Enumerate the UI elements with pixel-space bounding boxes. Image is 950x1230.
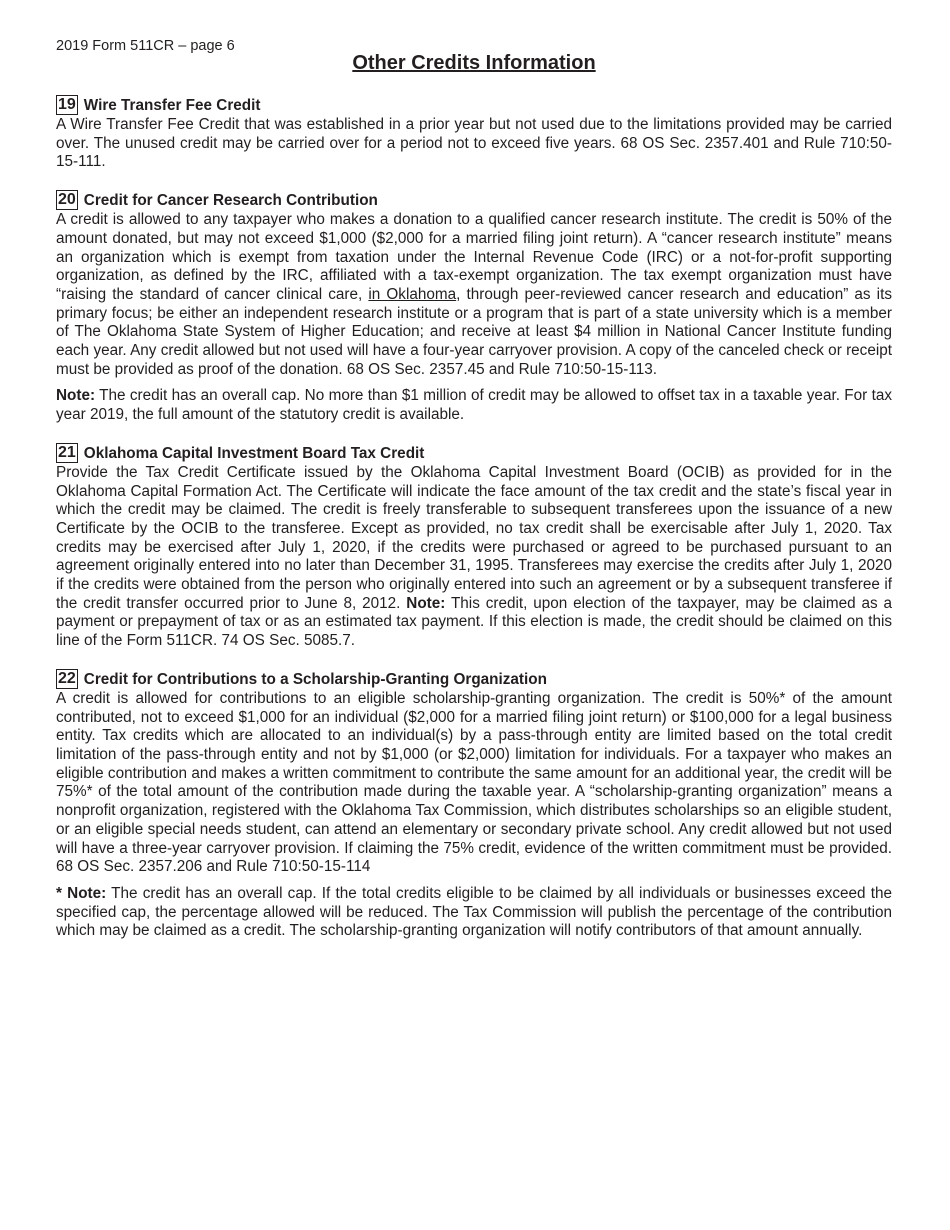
section-title: Credit for Cancer Research Contribution (83, 192, 378, 210)
section-heading (56, 667, 892, 689)
section-title: Wire Transfer Fee Credit (83, 97, 261, 114)
body-text: , through peer-reviewed cancer research and education” as its primary focus; be either an independent research institute or a program that is part of a state university which is a member of The Oklahoma State System of Higher Education; and receive at least $4 million in National Cancer Institute funding each year. Any credit allowed but not used will have a four-year carryover provision. A copy of the canceled check or receipt must be provided as proof of the donation. 68 OS Sec. 2357.45 and Rule 710:50-15-113. (56, 285, 892, 378)
line-number-box: 19 (58, 96, 76, 113)
section-body (56, 464, 892, 651)
section-body: A Wire Transfer Fee Credit that was established in a prior year but not used due to the limitations provided may be carried over. The unused credit may be carried over for a period not to exceed five years. 68 OS Sec. 2357.401 and Rule 710:50-15-111. (56, 116, 892, 171)
section-body: A credit is allowed for contributions to an eligible scholarship-granting organization. The credit is 50%* of the amount contributed, not to exceed $1,000 for an individual ($2,000 for a married filing joint return) or $100,000 for a legal business entity. Tax credits which are allocated to an individual(s) by a pass-through entity are limited based on the total credit limitation of the pass-through entity and not by $1,000 (or $2,000) limitation for individuals. For a taxpayer who makes an eligible contribution and makes a written commitment to contribute the same amount for an additional year, the credit will be 75%* of the total amount of the contribution made during the taxable year. A “scholarship-granting organization” means a nonprofit organization, registered with the Oklahoma Tax Commission, which distributes scholarships so an eligible student, or an eligible special needs student, can attend an elementary or secondary private school. Any credit allowed but not used will have a three-year carryover provision. If claiming the 75% credit, evidence of the written commitment must be provided. 68 OS Sec. 2357.206 and Rule 710:50-15-114 (56, 689, 892, 876)
section-wire-transfer-fee-credit (56, 93, 892, 172)
note-text: The credit has an overall cap. No more than $1 million of credit may be allowed to offset tax in a taxable year. For tax year 2019, the full amount of the statutory credit is available. (56, 387, 892, 424)
note-text: The credit has an overall cap. If the total credits eligible to be claimed by all individuals or businesses exceed the specified cap, the percentage allowed will be reduced. The Tax Commission will publish the percentage of the contribution which may be claimed as a credit. The scholarship-granting organization will notify contributors of that amount annually. (56, 884, 892, 940)
body-text: Provide the Tax Credit Certificate issued by the Oklahoma Capital Investment Board (OCIB) as provided for in the Oklahoma Capital Formation Act. The Certificate will indicate the face amount of the tax credit and the state’s fiscal year in which the credit may be claimed. The credit is freely transferable to subsequent transferees upon the issuance of a new Certificate by the OCIB to the transferee. Except as provided, no tax credit shall be exercisable after July 1, 2020. Tax credits may be exercised after July 1, 2020, if the credits were purchased or agreed to be purchased pursuant to an agreement originally entered into no later than December 31, 1995. Transferees may exercise the credits after July 1, 2020 if the credits were obtained from the person who originally entered into such an agreement or by a subsequent transferee if the credit transfer occurred prior to June 8, 2012. (56, 463, 892, 612)
page-title: Other Credits Information (352, 52, 596, 74)
section-note (56, 387, 892, 424)
section-cancer-research-credit (56, 188, 892, 425)
line-number-box: 21 (58, 443, 76, 461)
form-id: 2019 Form 511CR – page 6 (56, 38, 235, 54)
section-scholarship-credit (56, 667, 892, 941)
line-number-box: 20 (58, 191, 76, 209)
note-label: Note: (56, 387, 96, 405)
section-note (56, 885, 892, 941)
section-heading (56, 441, 892, 463)
section-heading (56, 188, 892, 210)
section-title: Credit for Contributions to a Scholarship-Granting Organization (83, 670, 547, 688)
underlined-text: in Oklahoma (368, 285, 457, 303)
section-heading (56, 93, 892, 115)
body-text: A credit is allowed to any taxpayer who makes a donation to a qualified cancer research institute. The credit is 50% of the amount donated, but may not exceed $1,000 ($2,000 for a married filing joint return). A “cancer research institute” means an organization which is exempt from taxation under the Internal Revenue Code (IRC) or a not-for-profit supporting organization, as defined by the IRC, affiliated with a tax-exempt organization. The tax exempt organization must have “raising the standard of cancer clinical care, (56, 211, 892, 303)
inline-note-label: Note: (406, 594, 446, 612)
credits-content (56, 93, 892, 957)
section-body (56, 211, 892, 379)
body-text: This credit, upon election of the taxpayer, may be claimed as a payment or prepayment of tax or as an estimated tax payment. If this election is made, the credit should be claimed on this line of the Form 511CR. 74 OS Sec. 5085.7. (56, 594, 893, 650)
section-title: Oklahoma Capital Investment Board Tax Credit (83, 444, 425, 462)
line-number-box: 22 (58, 669, 76, 687)
note-label: * Note: (56, 884, 107, 902)
section-ocib-tax-credit (56, 441, 892, 651)
